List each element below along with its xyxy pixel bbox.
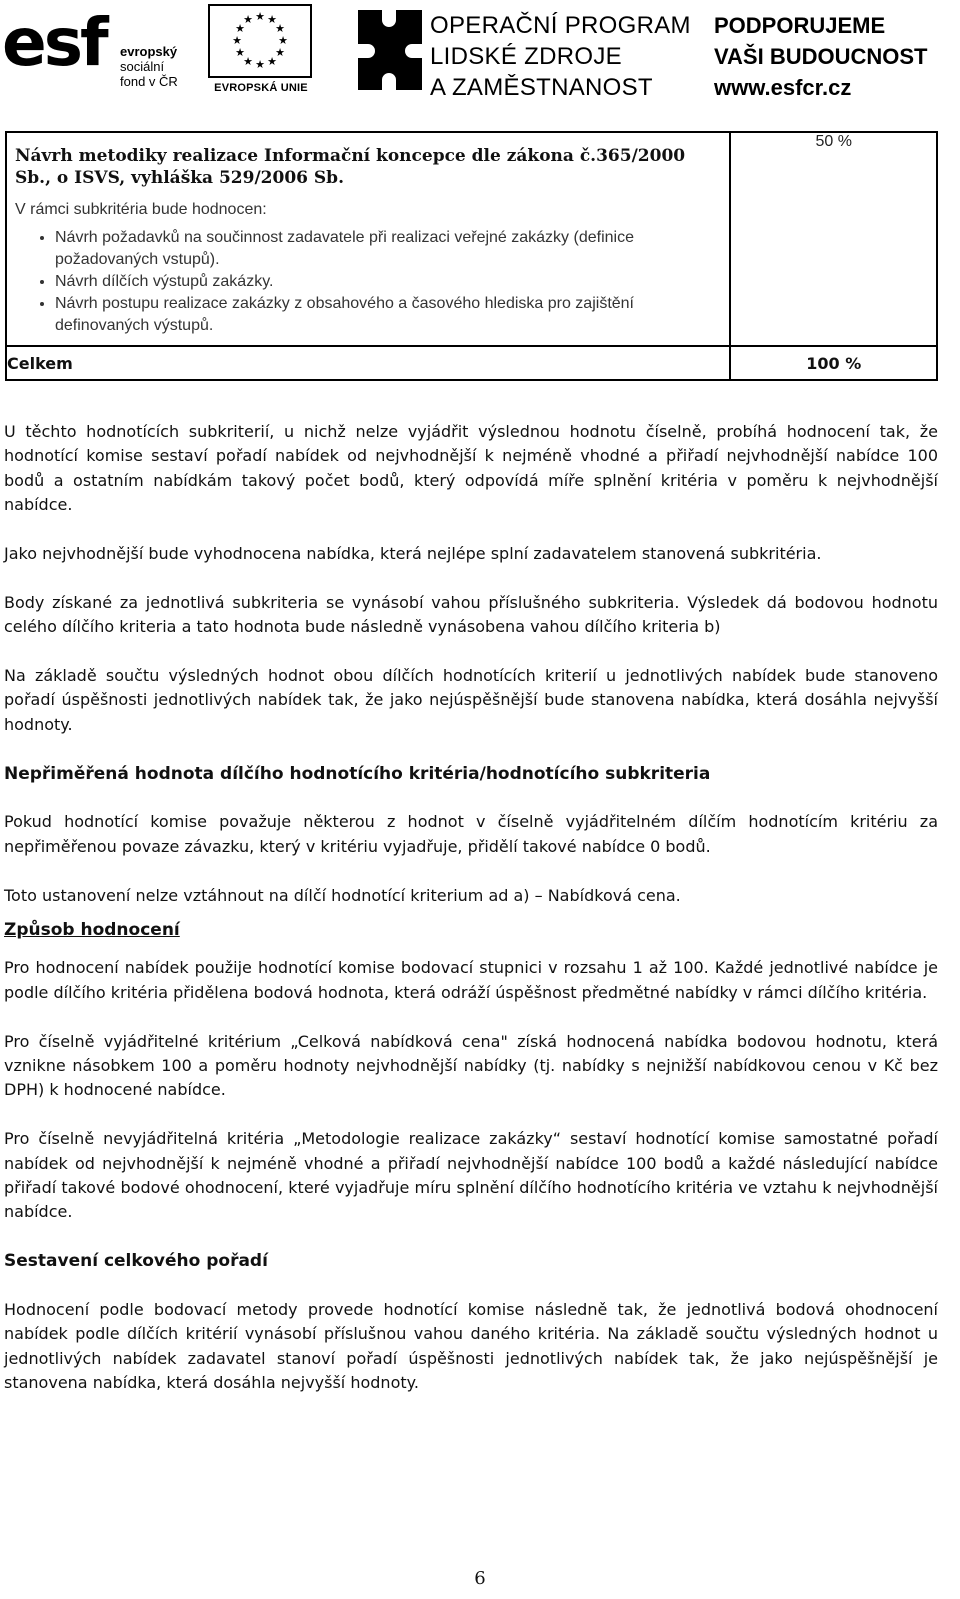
- esf-logo-caption: [120, 44, 200, 89]
- eu-stars-icon: [210, 6, 310, 76]
- op-title-line3: A ZAMĚSTNANOST: [430, 74, 653, 101]
- svg-text:★: ★: [243, 13, 253, 26]
- svg-text:★: ★: [232, 34, 242, 47]
- list-item: • Návrh požadavků na součinnost zadavatele při realizaci veřejné zakázky (definice požadovaných vstupů).: [55, 227, 721, 271]
- total-row: [6, 346, 937, 380]
- op-puzzle-icon: [352, 4, 430, 96]
- list-item: • Návrh dílčích výstupů zakázky.: [55, 271, 721, 293]
- paragraph: Pokud hodnotící komise považuje některou z hodnot v číselně vyjádřitelném dílčím hodnotícím kritériu za nepřiměřenou povaze závazku, který v kritériu vyjadřuje, přidělí takové nabídce 0 bodů.: [4, 812, 938, 856]
- op-title-line2: LIDSKÉ ZDROJE: [430, 43, 622, 70]
- section-heading: Sestavení celkového pořadí: [4, 1251, 268, 1272]
- esf-logo-letters: esf: [2, 4, 106, 81]
- criteria-table: [5, 131, 938, 381]
- svg-text:★: ★: [243, 55, 253, 68]
- paragraph: Body získané za jednotlivá subkriteria se vynásobí vahou příslušného subkriteria. Výsledek dá bodovou hodnotu celého dílčího kriteria a tato hodnota bude následně vynásobena vahou dílčího kriteria b): [4, 592, 938, 637]
- paragraph: Pro číselně vyjádřitelné kritérium „Celková nabídková cena" získá hodnocená nabídka bodovou hodnotu, která vznikne násobkem 100 a poměru hodnoty nejvhodnější nabídky (tj. nabídky s nejnižší nabídkovou cenou v Kč bez DPH) k hodnocené nabídce.: [4, 1031, 938, 1100]
- page-number: 6: [474, 1568, 486, 1589]
- svg-text:★: ★: [235, 46, 245, 59]
- esf-caption-line3: fond v ČR: [120, 74, 178, 89]
- op-title-line1: OPERAČNÍ PROGRAM: [430, 12, 691, 39]
- esf-logo: [0, 0, 196, 100]
- svg-text:★: ★: [255, 58, 265, 71]
- total-label: Celkem: [6, 346, 730, 380]
- eu-logo: [204, 2, 318, 98]
- section-heading: Způsob hodnocení: [4, 920, 180, 941]
- header-banner: [0, 0, 960, 112]
- support-line2: VAŠI BUDOUCNOST: [714, 44, 928, 69]
- paragraph: Pro hodnocení nabídek použije hodnotící komise bodovací stupnici v rozsahu 1 až 100. Každé jednotlivé nabídce je podle dílčího kritéria přidělena bodová hodnota, která odráží úspěšnost předmětné nabídky v rámci dílčího kritéria.: [4, 958, 938, 1002]
- section-heading: Nepřiměřená hodnota dílčího hodnotícího kritéria/hodnotícího subkriteria: [4, 763, 711, 784]
- total-weight: 100 %: [730, 346, 937, 380]
- list-item: • Návrh postupu realizace zakázky z obsahového a časového hlediska pro zajištění definovaných výstupů.: [55, 293, 721, 337]
- svg-text:★: ★: [275, 22, 285, 35]
- document-body: [4, 420, 938, 1420]
- svg-text:★: ★: [278, 34, 288, 47]
- support-line1: PODPORUJEME: [714, 13, 886, 38]
- esf-caption-line2: sociální: [120, 59, 165, 74]
- criteria-description-cell: [6, 132, 730, 346]
- svg-text:★: ★: [235, 22, 245, 35]
- support-slogan: [714, 10, 928, 103]
- criteria-weight: 50 %: [730, 132, 937, 346]
- criteria-intro: V rámci subkritéria bude hodnocen:: [15, 201, 267, 218]
- svg-text:★: ★: [267, 13, 277, 26]
- paragraph: Toto ustanovení nelze vztáhnout na dílčí hodnotící kriterium ad a) – Nabídková cena.: [4, 885, 681, 905]
- op-program-title: [430, 10, 691, 103]
- svg-text:★: ★: [267, 55, 277, 68]
- paragraph: Na základě součtu výsledných hodnot obou dílčích hodnotících kriterií u jednotlivých nabídek bude stanoveno pořadí úspěšnosti jednotlivých nabídek tak, že jako nejúspěšnější bude stanovena nabídka, která dosáhla nejvyšší hodnoty.: [4, 666, 938, 734]
- paragraph: Pro číselně nevyjádřitelná kritéria „Metodologie realizace zakázky“ sestaví hodnotící komise samostatné pořadí nabídek od nejvhodnější k nejméně vhodné a přiřadí nejvhodnější nabídce 100 bodů a každé následující nabídce přiřadí takové bodové ohodnocení, které vyjadřuje míru splnění dílčího hodnotícího kritéria ve vztahu k nejvhodnější nabídce.: [4, 1129, 938, 1222]
- paragraph: Hodnocení podle bodovací metody provede hodnotící komise následně tak, že jednotlivá bodová ohodnocení nabídek podle dílčích kritérií vynásobí příslušnou vahou daného kritéria. Na základě součtu výsledných hodnot u jednotlivých nabídek zadavatel stanoví pořadí úspěšnosti jednotlivých nabídek tak, že jako nejúspěšnější je stanovena nabídka, která dosáhla nejvyšší hodnoty.: [4, 1300, 938, 1393]
- esf-caption-line1: evropský: [120, 44, 178, 59]
- svg-text:★: ★: [275, 46, 285, 59]
- eu-flag-icon: [208, 4, 312, 78]
- paragraph: Jako nejvhodnější bude vyhodnocena nabídka, která nejlépe splní zadavatelem stanovená subkritéria.: [4, 544, 822, 564]
- svg-text:★: ★: [255, 10, 265, 23]
- criteria-list: [15, 227, 721, 337]
- eu-label: EVROPSKÁ UNIE: [214, 82, 308, 94]
- support-website: www.esfcr.cz: [714, 75, 852, 100]
- paragraph: U těchto hodnotících subkriterií, u nichž nelze vyjádřit výslednou hodnotu číselně, probíhá hodnocení tak, že hodnotící komise sestaví pořadí nabídek od nejvhodnější k nejméně vhodné a přiřadí nejvhodnější nabídce 100 bodů a ostatním nabídkám takový počet bodů, který odpovídá míře splnění kritéria v poměru k nejvhodnější nabídce.: [4, 422, 938, 515]
- criteria-title: Návrh metodiky realizace Informační koncepce dle zákona č.365/2000 Sb., o ISVS, vyhláška 529/2006 Sb.: [15, 146, 686, 188]
- criteria-row: [6, 132, 937, 346]
